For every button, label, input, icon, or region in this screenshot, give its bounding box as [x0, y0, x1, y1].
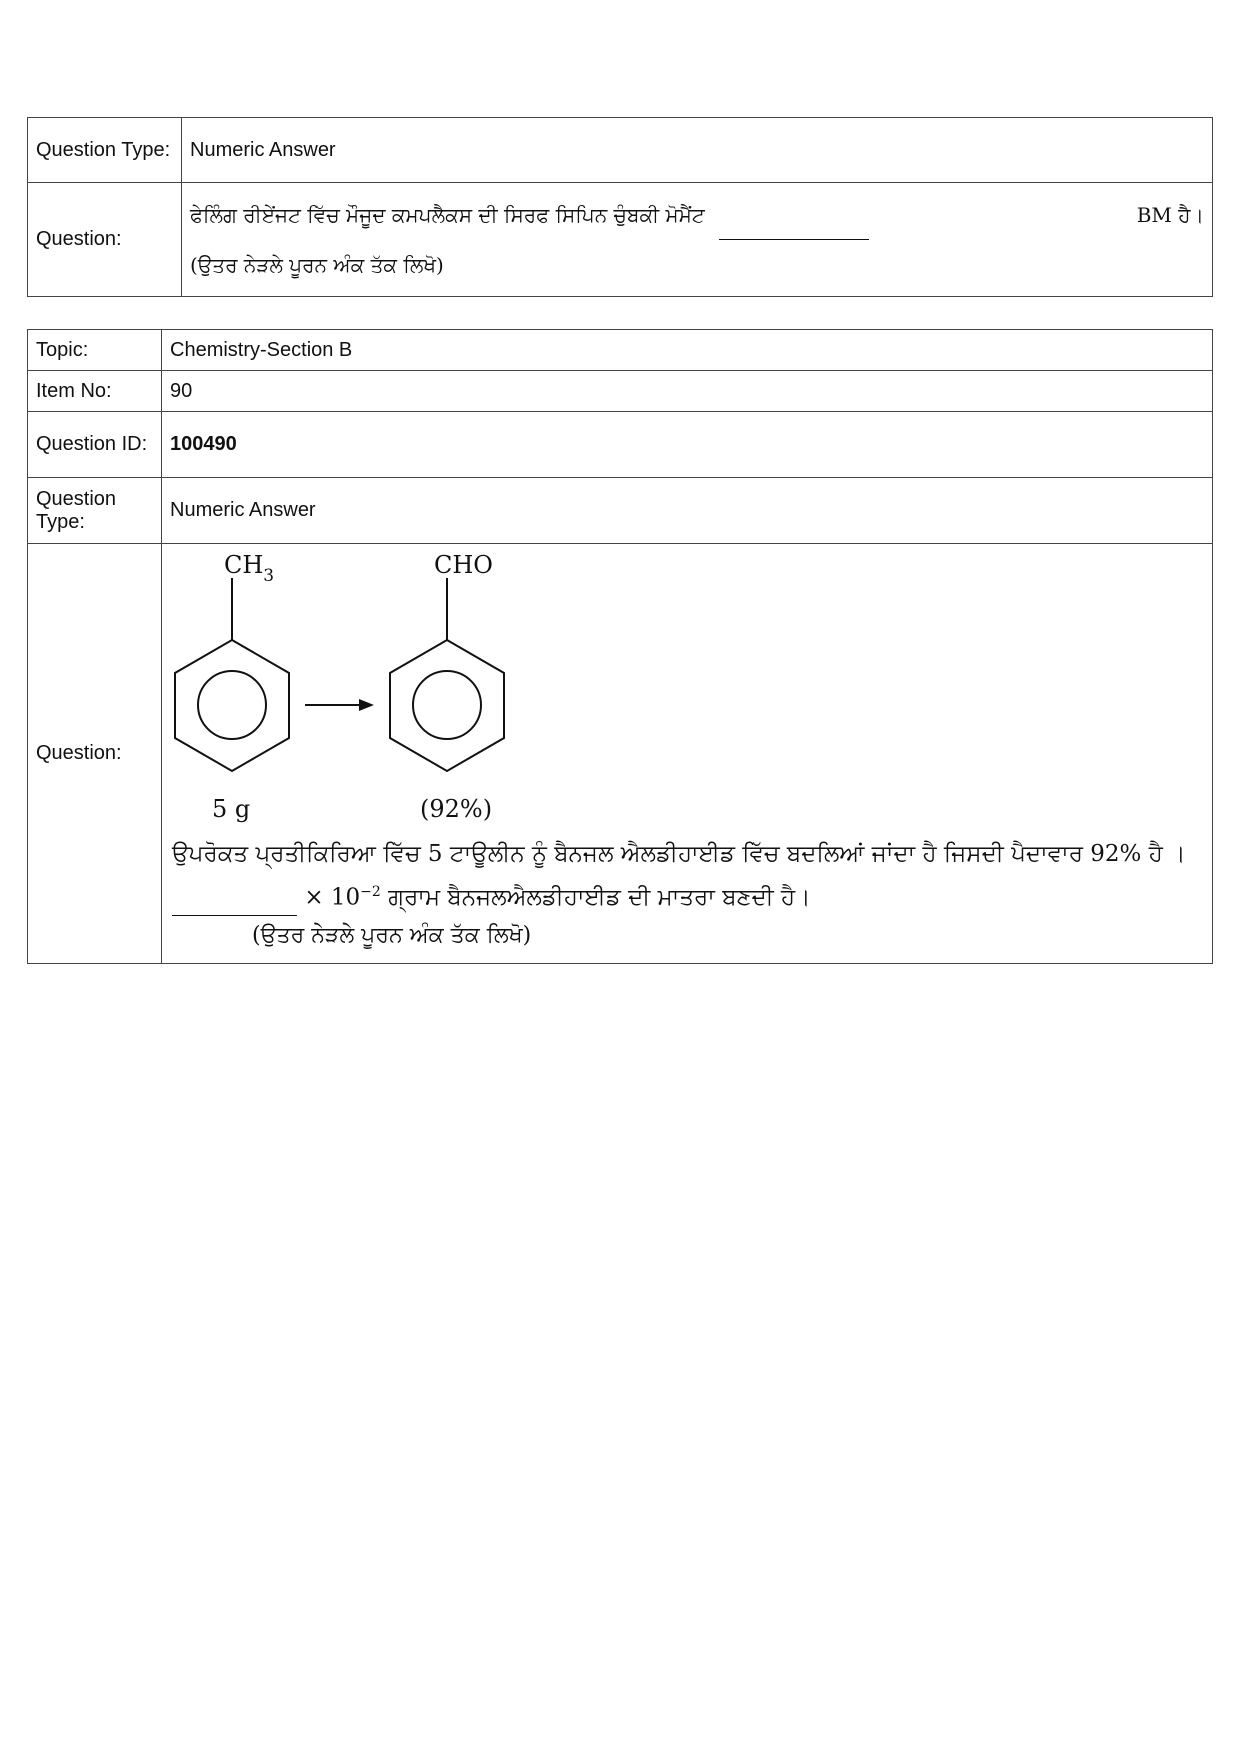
question-type-value: Numeric Answer [182, 118, 1213, 183]
answer-blank [172, 889, 297, 916]
question-unit: BM ਹੈ। [1136, 202, 1204, 227]
topic-row [28, 330, 1213, 371]
question-id-value: 100490 [162, 412, 1213, 478]
question-table-2 [27, 329, 1213, 964]
question-id-row [28, 412, 1213, 478]
reaction-arrow [305, 699, 374, 711]
question-line-2 [172, 873, 1206, 917]
question-content [182, 183, 1213, 297]
reaction-diagram [172, 545, 532, 835]
question-table-1 [27, 117, 1213, 297]
toluene-aromatic-circle [198, 671, 266, 739]
question-type-label: Question Type: [28, 118, 182, 183]
question-label: Question: [28, 544, 162, 964]
topic-value: Chemistry-Section B [162, 330, 1213, 371]
exponent: −2 [360, 883, 381, 900]
question-type-label: Question Type: [28, 478, 162, 544]
question-id-label: Question ID: [28, 412, 162, 478]
product-yield: (92%) [420, 794, 493, 823]
methyl-label: $CH_3$ [224, 550, 275, 586]
question-type-row [28, 478, 1213, 544]
question-note: (ਉਤਰ ਨੇੜਲੇ ਪੂਰਨ ਅੰਕ ਤੱਕ ਲਿਖੋ) [190, 252, 444, 277]
arrow-head [359, 699, 374, 711]
question-row [28, 183, 1213, 297]
question-paragraph [162, 835, 1212, 917]
topic-label: Topic: [28, 330, 162, 371]
toluene-ring [175, 640, 289, 771]
item-value: 90 [162, 371, 1213, 412]
reactant-mass: 5 g [212, 794, 251, 823]
multiplier: × 10 [304, 884, 361, 911]
item-label: Item No: [28, 371, 162, 412]
question-text: ਫੇਲਿੰਗ ਰੀਏਂਜਟ ਵਿੱਚ ਮੌਜੂਦ ਕਮਪਲੈਕਸ ਦੀ ਸਿਰਫ ਸਿਪਿਨ ਚੁੰਬਕੀ ਮੋਮੈਂਟ [190, 202, 705, 227]
question-label: Question: [28, 183, 182, 297]
question-line-1: ਉਪਰੋਕਤ ਪ੍ਰਤੀਕਿਰਿਆ ਵਿੱਚ 5 ਟਾਊਲੀਨ ਨੂੰ ਬੈਨਜਲ ਐਲਡੀਹਾਈਡ ਵਿੱਚ ਬਦਲਿਆਂ ਜਾਂਦਾ ਹੈ ਜਿਸਦੀ ਪੈਦਾਵਾਰ 92% ਹੈ । [172, 840, 1186, 867]
benzaldehyde-aromatic-circle [413, 671, 481, 739]
question-row [28, 544, 1213, 964]
answer-blank [719, 209, 869, 240]
question-note: (ਉਤਰ ਨੇੜਲੇ ਪੂਰਨ ਅੰਕ ਤੱਕ ਲਿਖੋ) [252, 923, 532, 949]
question-type-value: Numeric Answer [162, 478, 1213, 544]
aldehyde-label: CHO [434, 550, 493, 579]
benzaldehyde-ring [390, 640, 504, 771]
item-row [28, 371, 1213, 412]
question-line [190, 190, 1204, 240]
question-line-2-text: ਗ੍ਰਾਮ ਬੈਨਜਲਐਲਡੀਹਾਈਡ ਦੀ ਮਾਤਰਾ ਬਣਦੀ ਹੈ। [388, 884, 811, 911]
question-type-row [28, 118, 1213, 183]
toluene-structure [175, 551, 289, 823]
question-content [162, 544, 1213, 964]
benzaldehyde-structure [390, 551, 504, 823]
